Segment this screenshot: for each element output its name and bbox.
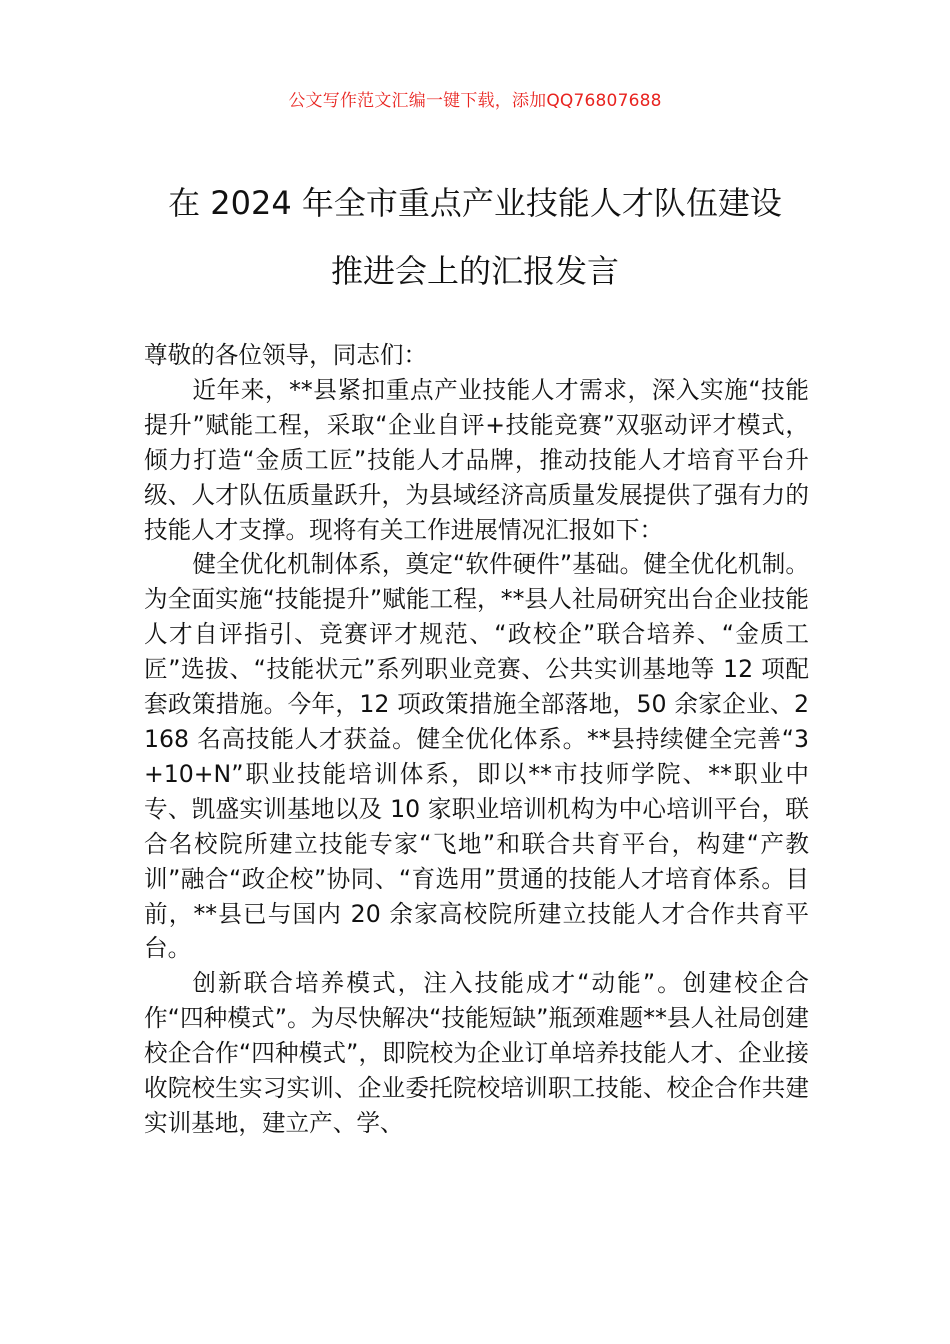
document-title-line-2: 推进会上的汇报发言 [330, 252, 619, 290]
paragraph-training-model: 创新联合培养模式，注入技能成才“动能”。创建校企合作“四种模式”。为尽快解决“技能短缺”瓶颈难题**县人社局创建校企合作“四种模式”，即院校为企业订单培养技能人才、企业接收院校生实习实训、企业委托院校培训职工技能、校企合作共建实训基地，建立产、学、 [144, 969, 809, 1137]
document-title-line-1: 在 2024 年全市重点产业技能人才队伍建设 [168, 184, 782, 222]
header-note: 公文写作范文汇编一键下载，添加QQ76807688 [288, 91, 662, 111]
paragraph-intro: 近年来，**县紧扣重点产业技能人才需求，深入实施“技能提升”赋能工程，采取“企业自评+技能竞赛”双驱动评才模式，倾力打造“金质工匠”技能人才品牌，推动技能人才培育平台升级、人才队伍质量跃升，为县域经济高质量发展提供了强有力的技能人才支撑。现将有关工作进展情况汇报如下： [144, 375, 809, 544]
document-body [144, 338, 809, 1141]
paragraph-mechanism: 健全优化机制体系，奠定“软件硬件”基础。健全优化机制。为全面实施“技能提升”赋能工程，**县人社局研究出台企业技能人才自评指引、竞赛评才规范、“政校企”联合培养、“金质工匠”选拔、“技能状元”系列职业竞赛、公共实训基地等 12 项配套政策措施。今年，12 项政策措施全部落地，50 余家企业、2168 名高技能人才获益。健全优化体系。**县持续健全完善“3+10+N”职业技能培训体系，即以**市技师学院、**职业中专、凯盛实训基地以及 10 家职业培训机构为中心培训平台，联合名校院所建立技能专家“飞地”和联合共育平台，构建“产教训”融合“政企校”协同、“育选用”贯通的技能人才培育体系。目前，**县已与国内 20 余家高校院所建立技能人才合作共育平台。 [144, 550, 809, 963]
salutation: 尊敬的各位领导，同志们： [144, 341, 428, 369]
